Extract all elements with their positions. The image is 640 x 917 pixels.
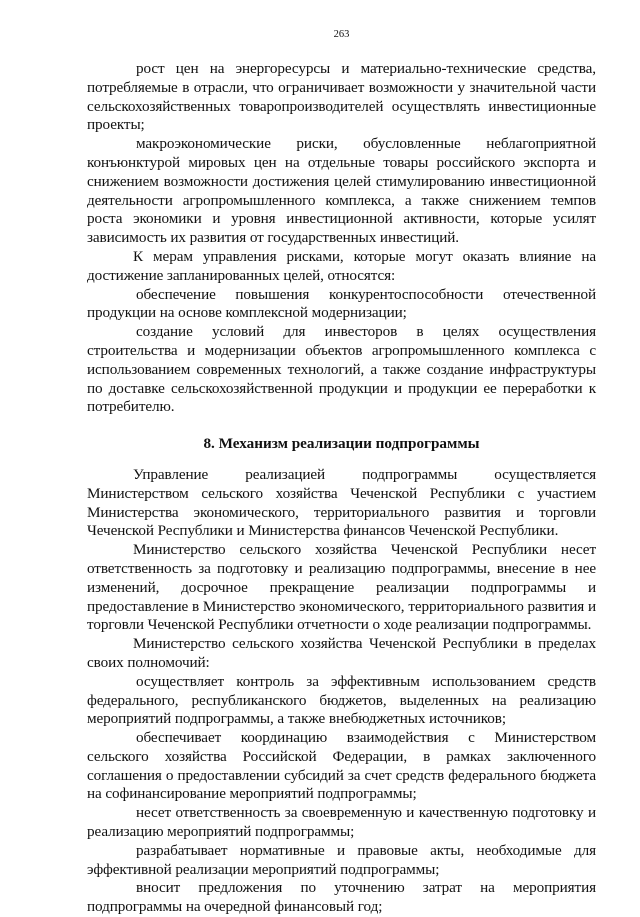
measure-competitiveness: обеспечение повышения конкурентоспособности отечественной продукции на основе комплексной модернизации; [87,285,596,322]
power-item-cost-proposals: вносит предложения по уточнению затрат на мероприятия подпрограммы на очередной финансовый год; [87,879,596,916]
page-number: 263 [333,29,350,40]
measure-investor-conditions: создание условий для инвесторов в целях осуществления строительства и модернизации объектов агропромышленного комплекса с использованием современных технологий, а также создание инфраструктуры по доставке сельскохозяйственной продукции и продукции ее переработки к потребителю. [87,323,596,416]
management-paragraph: Управление реализацией подпрограммы осуществляется Министерством сельского хозяйства Чеченской Республики с участием Министерства экономического, территориального развития и торговли Чеченской Республики и Министерства финансов Чеченской Республики. [87,465,596,540]
power-item-responsibility: несет ответственность за своевременную и качественную подготовку и реализацию мероприятий подпрограммы; [87,804,596,841]
power-item-regulations: разрабатывает нормативные и правовые акты, необходимые для эффективной реализации мероприятий подпрограммы; [87,841,596,878]
section-heading: 8. Механизм реализации подпрограммы [203,435,480,453]
power-item-coordination: обеспечивает координацию взаимодействия с Министерством сельского хозяйства Российской Федерации, в рамках заключенного соглашения о предоставлении субсидий за счет средств федерального бюджета на софинансирование мероприятий подпрограммы; [87,729,596,803]
risk-item-energy-prices: рост цен на энергоресурсы и материально-технические средства, потребляемые в отрасли, что ограничивает возможности у значительной части сельскохозяйственных товаропроизводителей осуществлять инвестиционные проекты; [87,60,596,134]
powers-intro-paragraph: Министерство сельского хозяйства Чеченской Республики в пределах своих полномочий: [87,635,596,671]
power-item-control: осуществляет контроль за эффективным использованием средств федерального, республиканского бюджетов, выделенных на реализацию мероприятий подпрограммы, а также внебюджетных источников; [87,672,596,728]
risk-management-intro: К мерам управления рисками, которые могут оказать влияние на достижение запланированных целей, относятся: [87,247,596,284]
responsibility-paragraph: Министерство сельского хозяйства Чеченской Республики несет ответственность за подготовку и реализацию подпрограммы, внесение в нее изменений, досрочное прекращение реализации подпрограммы и предоставление в Министерство экономического, территориального развития и торговли Чеченской Республики отчетности о ходе реализации подпрограммы. [87,541,596,634]
risk-item-macroeconomic: макроэкономические риски, обусловленные неблагоприятной конъюнктурой мировых цен на отдельные товары российского экспорта и снижением возможности достижения целей стимулированию инвестиционной деятельности агропромышленного комплекса, а также снижением темпов роста экономики и уровня инвестиционной активности, которые усилят зависимость их развития от государственных инвестиций. [87,135,596,247]
